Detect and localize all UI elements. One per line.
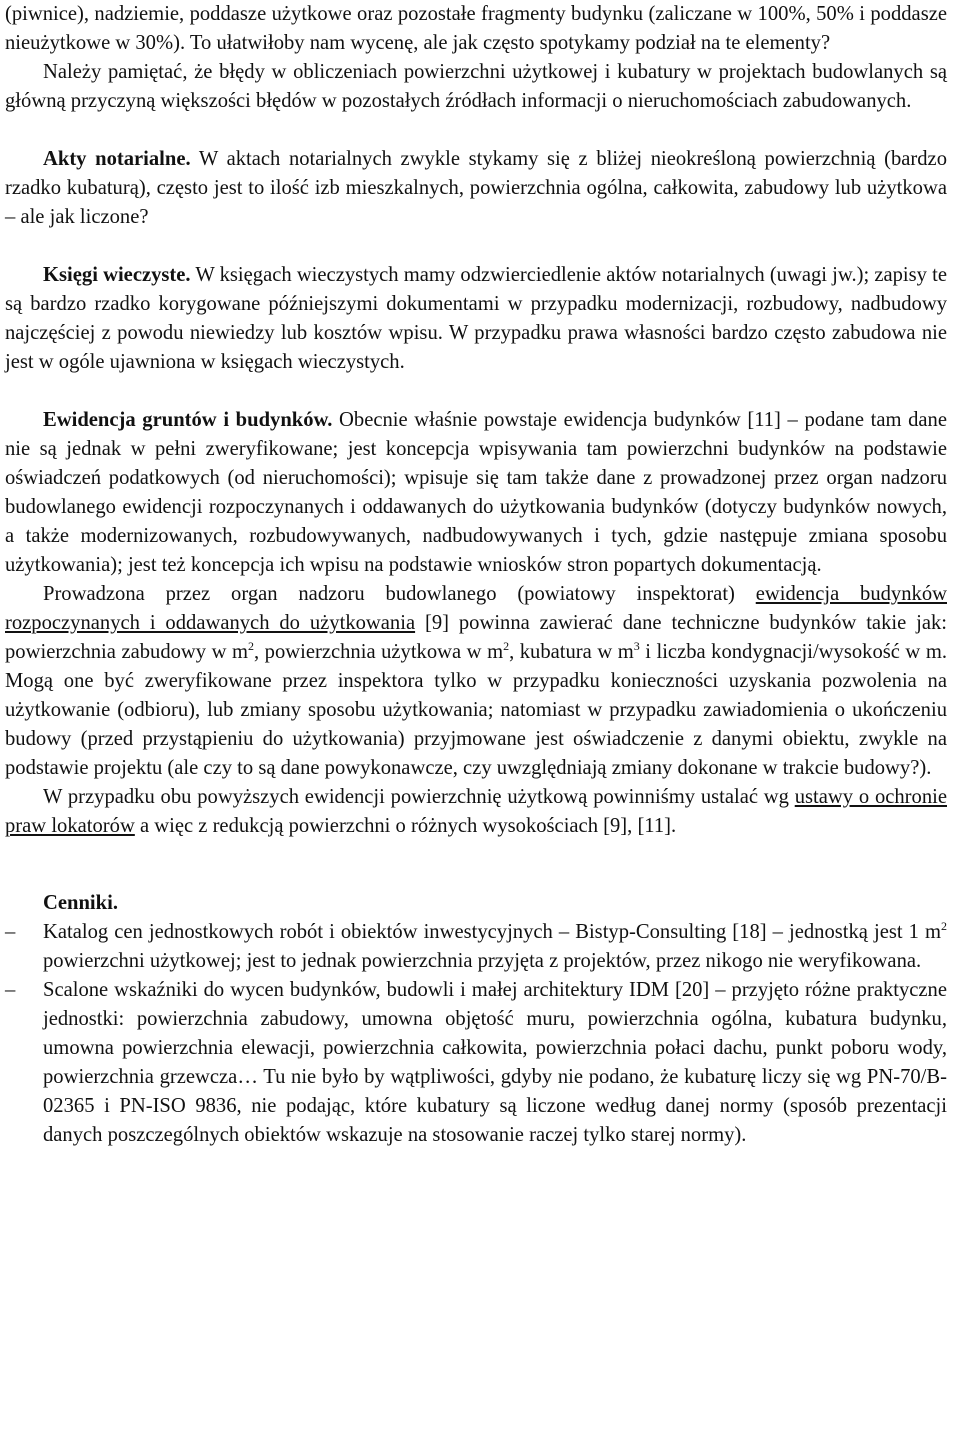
section-text: W aktach notarialnych zwykle stykamy się z bliżej nieokreśloną powierzchnią (bardzo rzadko kubaturą), często jest to ilość izb mieszkalnych, powierzchnia ogólna, całkowita, zabudowy lub użytkowa – ale jak liczone? xyxy=(5,148,947,228)
text-run: , powierzchnia użytkowa w m xyxy=(254,641,504,663)
section-ewidencja xyxy=(5,406,947,580)
text-run: powierzchni użytkowej; jest to jednak powierzchnia przyjęta z projektów, przez nikogo nie weryfikowana. xyxy=(43,950,922,972)
text-run: [9] powinna zawierać dane techniczne budynków takie jak: powierzchnia zabudowy w m xyxy=(5,612,947,663)
section-text: W księgach wieczystych mamy odzwierciedlenie aktów notarialnych (uwagi jw.); zapisy te są bardzo rzadko korygowane późniejszymi dokumentami w przypadku modernizacji, rozbudowy, nadbudowy najczęściej z powodu niewiedzy lub kosztów wpisu. W przypadku prawa własności bardzo często zabudowa nie jest w ogóle ujawniona w księgach wieczystych. xyxy=(5,264,947,373)
text-run: a więc z redukcją powierzchni o różnych wysokościach [9], [11]. xyxy=(134,815,677,837)
section-akty-notarialne xyxy=(5,145,947,232)
text-run: , kubatura w m xyxy=(509,641,634,663)
paragraph-note: Należy pamiętać, że błędy w obliczeniach powierzchni użytkowej i kubatury w projektach budowlanych są główną przyczyną większości błędów w pozostałych źródłach informacji o nieruchomościach zabudowanych. xyxy=(5,61,947,112)
paragraph-prowadzona xyxy=(5,580,947,783)
superscript: 2 xyxy=(941,919,947,933)
superscript: 2 xyxy=(503,639,510,653)
superscript: 3 xyxy=(633,639,640,653)
section-heading-cenniki: Cenniki. xyxy=(43,892,118,914)
section-ksiegi-wieczyste xyxy=(5,261,947,377)
cenniki-list xyxy=(5,918,947,1150)
paragraph-continuation: (piwnice), nadziemie, poddasze użytkowe oraz pozostałe fragmenty budynku (zaliczane w 100%, 50% i poddasze nieużytkowe w 30%). To ułatwiłoby nam wycenę, ale jak często spotykamy podział na te elementy? xyxy=(5,3,947,54)
text-run: i liczba kondygnacji/wysokość w m. Mogą one być zweryfikowane przez inspektora tylko w przypadku konieczności uzyskania pozwolenia na użytkowanie (odbioru), lub zmiany sposobu użytkowania; natomiast w przypadku zawiadomienia o ukończeniu budowy (przed przystąpieniu do użytkowania) przyjmowane jest oświadczenie z danymi obiektu, zwykle na podstawie projektu (ale czy to są dane powykonawcze, czy uwzględniają zmiany dokonane w trakcie budowy?). xyxy=(5,641,947,779)
dash-bullet: – xyxy=(5,979,16,1001)
list-item xyxy=(5,976,947,1150)
section-heading: Księgi wieczyste. xyxy=(43,264,191,286)
text-run: Prowadzona przez organ nadzoru budowlanego (powiatowy inspektorat) xyxy=(43,583,756,605)
document-page xyxy=(5,0,947,1150)
text-run: W przypadku obu powyższych ewidencji powierzchnię użytkową powinniśmy ustalać wg xyxy=(43,786,795,808)
section-heading: Akty notarialne. xyxy=(43,148,191,170)
superscript: 2 xyxy=(248,639,254,653)
section-text: Obecnie właśnie powstaje ewidencja budynków [11] – podane tam dane nie są jednak w pełni zweryfikowane; jest koncepcja wpisywania tam powierzchni budynków na podstawie oświadczeń podatkowych (od nieruchomości); wpisuje się tam także dane z prowadzonej przez organ nadzoru budowlanego ewidencji rozpoczynanych i oddawanych do użytkowania budynków (dotyczy budynków nowych, a także modernizowanych, rozbudowywanych, nadbudowywanych i tych, gdzie następuje zmiana sposobu użytkowania); jest też koncepcja ich wpisu na podstawie wniosków stron popartych dokumentacją. xyxy=(5,409,947,576)
dash-bullet: – xyxy=(5,921,16,943)
section-heading: Ewidencja gruntów i budynków. xyxy=(43,409,333,431)
underlined-reference: ewidencja budynków rozpoczynanych i oddawanych do użytkowania xyxy=(5,583,947,634)
list-item xyxy=(5,918,947,976)
paragraph-w-przypadku xyxy=(5,783,947,841)
underlined-reference: ustawy o ochronie praw lokatorów xyxy=(5,786,947,837)
text-run: Scalone wskaźniki do wycen budynków, budowli i małej architektury IDM [20] – przyjęto różne praktyczne jednostki: powierzchnia zabudowy, umowna objętość muru, powierzchnia ogólna, kubatura budynku, umowna powierzchnia elewacji, powierzchnia całkowita, powierzchnia połaci dachu, punkt poboru wody, powierzchnia grzewcza… Tu nie było by wątpliwości, gdyby nie podano, że kubaturę liczy się wg PN-70/B-02365 i PN-ISO 9836, nie podając, które kubatury są liczone według danej normy (sposób prezentacji danych poszczególnych obiektów wskazuje na stosowanie raczej tylko starej normy). xyxy=(43,979,947,1146)
text-run: Katalog cen jednostkowych robót i obiektów inwestycyjnych – Bistyp-Consulting [18] – jednostką jest 1 m xyxy=(43,921,941,943)
